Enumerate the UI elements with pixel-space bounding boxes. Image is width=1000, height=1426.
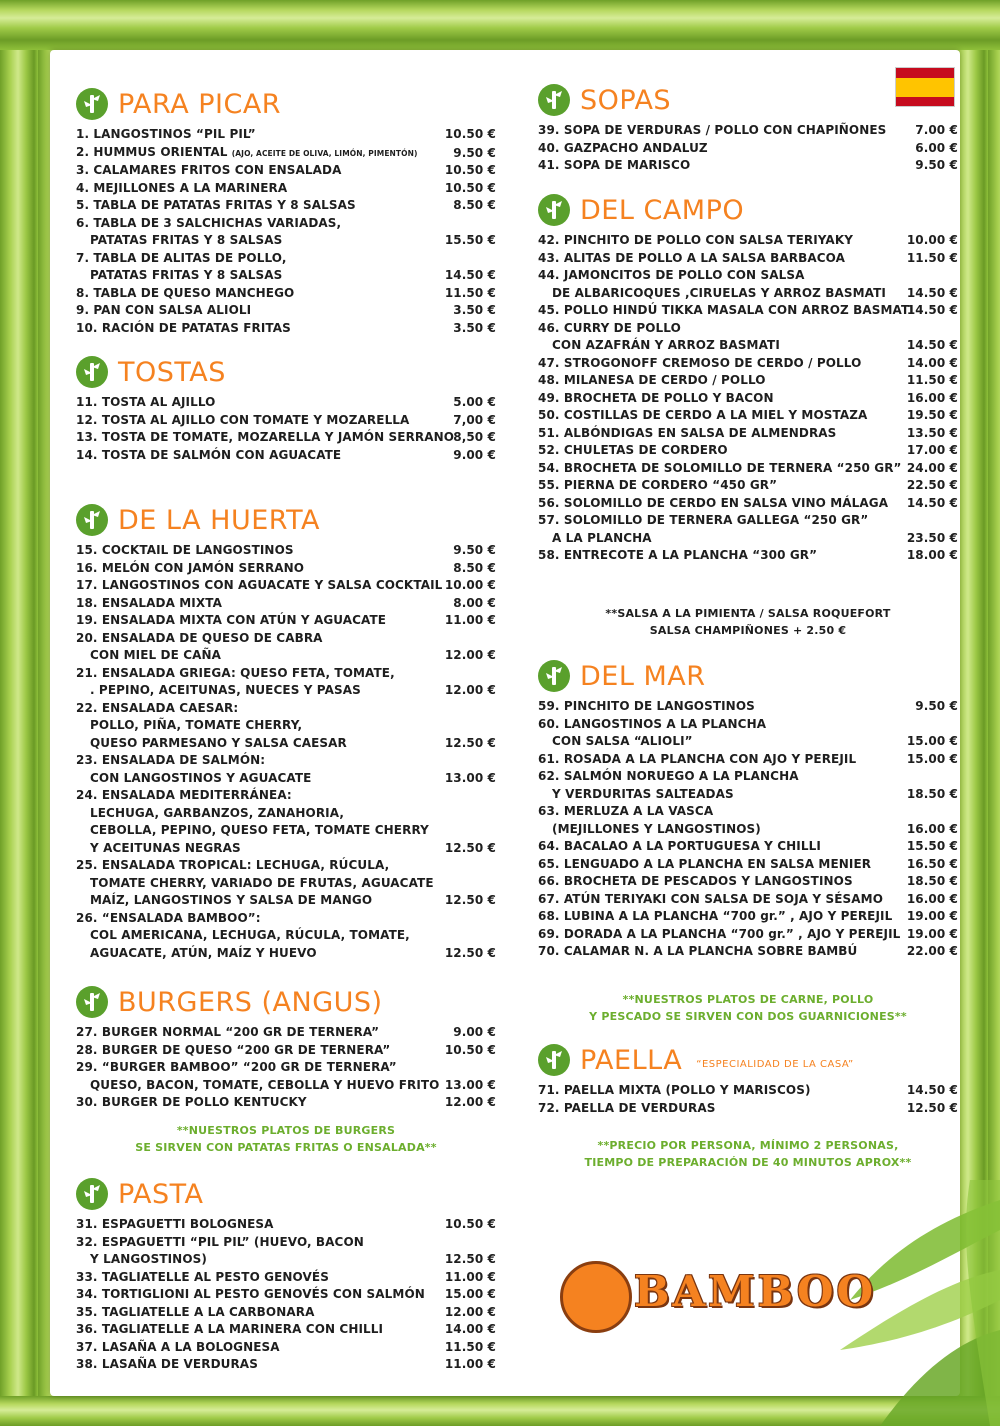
section-header xyxy=(76,982,496,1022)
menu-item-price: 19.00 € xyxy=(906,909,958,923)
menu-item-price: 23.50 € xyxy=(906,530,958,545)
menu-item-text: 17. LANGOSTINOS CON AGUACATE Y SALSA COCKTAIL xyxy=(76,578,443,592)
menu-item-price: 18.50 € xyxy=(906,786,958,801)
menu-item-text: 27. BURGER NORMAL “200 GR DE TERNERA” xyxy=(76,1025,380,1039)
menu-item-text: QUESO PARMESANO Y SALSA CAESAR xyxy=(90,735,347,750)
menu-item-price: 12.00 € xyxy=(444,1304,496,1319)
menu-item-list xyxy=(538,232,958,565)
menu-item-text: 44. JAMONCITOS DE POLLO CON SALSA xyxy=(538,268,805,282)
menu-item xyxy=(76,752,496,787)
menu-item-price: 16.50 € xyxy=(906,856,958,871)
menu-item-text: 6. TABLA DE 3 SALCHICHAS VARIADAS, xyxy=(76,215,342,230)
menu-item-text: 40. GAZPACHO ANDALUZ xyxy=(538,140,708,155)
menu-item-text: 64. BACALAO A LA PORTUGUESA Y CHILLI xyxy=(538,839,821,853)
section-note xyxy=(538,991,958,1025)
menu-item-text: CON SALSA “ALIOLI” xyxy=(552,734,693,748)
menu-item-price: 8.50 € xyxy=(453,198,496,212)
menu-item-price: 10.50 € xyxy=(444,163,496,177)
menu-item-price: 11.50 € xyxy=(444,1339,496,1354)
menu-item-text: A LA PLANCHA xyxy=(552,530,652,545)
menu-item-price: 7,00 € xyxy=(453,412,496,427)
menu-item xyxy=(76,1269,496,1287)
menu-item-text: 63. MERLUZA A LA VASCA xyxy=(538,804,714,818)
menu-item-text: 56. SOLOMILLO DE CERDO EN SALSA VINO MÁLAGA xyxy=(538,495,889,510)
menu-item xyxy=(76,197,496,215)
bamboo-section-icon xyxy=(538,84,570,116)
section-pasta xyxy=(76,1174,496,1374)
menu-item-text: 30. BURGER DE POLLO KENTUCKY xyxy=(76,1095,307,1109)
section-de-la-huerta xyxy=(76,500,496,962)
menu-item xyxy=(76,180,496,198)
menu-item-price: 16.00 € xyxy=(906,821,958,836)
menu-item-text: 15. COCKTAIL DE LANGOSTINOS xyxy=(76,543,294,557)
menu-item xyxy=(538,1082,958,1100)
section-del-campo xyxy=(538,190,958,639)
menu-item xyxy=(76,1356,496,1374)
menu-item-price: 11.00 € xyxy=(444,613,496,627)
menu-item-text: 34. TORTIGLIONI AL PESTO GENOVÉS CON SALMÓN xyxy=(76,1287,425,1301)
section-header xyxy=(76,1174,496,1214)
menu-item xyxy=(538,390,958,408)
menu-item-text: 50. COSTILLAS DE CERDO A LA MIEL Y MOSTAZA xyxy=(538,408,868,422)
menu-item xyxy=(538,122,958,140)
section-title: DEL MAR xyxy=(580,660,706,692)
menu-item-text: 62. SALMÓN NORUEGO A LA PLANCHA xyxy=(538,769,799,783)
section-header xyxy=(76,84,496,124)
section-note-line: **SALSA A LA PIMIENTA / SALSA ROQUEFORT xyxy=(605,606,891,620)
menu-item xyxy=(76,215,496,250)
menu-item xyxy=(76,1216,496,1234)
menu-item-price: 9.00 € xyxy=(453,1025,496,1039)
menu-item-text: 68. LUBINA A LA PLANCHA “700 gr.” , AJO Y PEREJIL xyxy=(538,909,893,923)
menu-item-text: 49. BROCHETA DE POLLO Y BACON xyxy=(538,390,774,405)
menu-item xyxy=(538,372,958,390)
menu-item xyxy=(538,460,958,478)
menu-item-text: 32. ESPAGUETTI “PIL PIL” (HUEVO, BACON xyxy=(76,1234,364,1249)
menu-item-text: COL AMERICANA, LECHUGA, RÚCULA, TOMATE, xyxy=(90,928,410,942)
menu-item xyxy=(76,302,496,320)
menu-item-text: 54. BROCHETA DE SOLOMILLO DE TERNERA “250 GR” xyxy=(538,460,902,475)
menu-item xyxy=(538,908,958,926)
menu-item xyxy=(538,302,958,320)
menu-item xyxy=(538,547,958,565)
menu-item-price: 24.00 € xyxy=(906,460,958,475)
section-tostas xyxy=(76,352,496,464)
menu-item-text: 8. TABLA DE QUESO MANCHEGO xyxy=(76,285,295,300)
menu-item-price: 17.00 € xyxy=(906,443,958,457)
menu-item-price: 13.50 € xyxy=(906,425,958,440)
menu-item-price: 22.00 € xyxy=(906,944,958,958)
menu-item-text: 13. TOSTA DE TOMATE, MOZARELLA Y JAMÓN SERRANO xyxy=(76,430,455,444)
menu-item xyxy=(538,751,958,769)
menu-item-text: AGUACATE, ATÚN, MAÍZ Y HUEVO xyxy=(90,945,317,960)
menu-item-text: 24. ENSALADA MEDITERRÁNEA: xyxy=(76,788,292,802)
menu-item-price: 10.50 € xyxy=(444,180,496,195)
menu-item xyxy=(538,407,958,425)
menu-item-text: 59. PINCHITO DE LANGOSTINOS xyxy=(538,699,755,713)
menu-item-price: 19.50 € xyxy=(906,408,958,422)
menu-item-text: 43. ALITAS DE POLLO A LA SALSA BARBACOA xyxy=(538,250,846,265)
section-note xyxy=(538,605,958,639)
section-title: PARA PICAR xyxy=(118,88,282,120)
section-subtitle: “ESPECIALIDAD DE LA CASA” xyxy=(696,1058,854,1070)
menu-item-list xyxy=(538,1082,958,1117)
menu-item-price: 16.00 € xyxy=(906,390,958,405)
menu-item-text: 1. LANGOSTINOS “PIL PIL” xyxy=(76,127,256,141)
menu-item-price: 14.50 € xyxy=(906,495,958,510)
menu-item xyxy=(76,630,496,665)
menu-item-price: 14.00 € xyxy=(906,355,958,370)
menu-item-text: 61. ROSADA A LA PLANCHA CON AJO Y PEREJIL xyxy=(538,751,857,766)
menu-item-price: 16.00 € xyxy=(906,891,958,906)
menu-item-price: 14.50 € xyxy=(906,285,958,300)
menu-item xyxy=(538,838,958,856)
menu-item-text: 37. LASAÑA A LA BOLOGNESA xyxy=(76,1339,280,1354)
menu-item-text: 12. TOSTA AL AJILLO CON TOMATE Y MOZARELLA xyxy=(76,412,410,427)
section-title: BURGERS (ANGUS) xyxy=(118,986,383,1018)
menu-item xyxy=(538,716,958,751)
logo-emblem-icon xyxy=(560,1261,632,1333)
menu-item-text: 25. ENSALADA TROPICAL: LECHUGA, RÚCULA, xyxy=(76,858,390,872)
section-burgers xyxy=(76,982,496,1156)
section-note xyxy=(76,1122,496,1156)
menu-item-text: 48. MILANESA DE CERDO / POLLO xyxy=(538,373,766,387)
menu-item-text: 3. CALAMARES FRITOS CON ENSALADA xyxy=(76,163,342,177)
menu-item-price: 12.50 € xyxy=(444,735,496,750)
section-title: PASTA xyxy=(118,1178,204,1210)
menu-item-text: 51. ALBÓNDIGAS EN SALSA DE ALMENDRAS xyxy=(538,425,837,440)
menu-item-text: 46. CURRY DE POLLO xyxy=(538,320,681,335)
menu-item-text: 66. BROCHETA DE PESCADOS Y LANGOSTINOS xyxy=(538,874,853,888)
section-note-line: **NUESTROS PLATOS DE BURGERS xyxy=(176,1123,396,1137)
menu-item-text: 52. CHULETAS DE CORDERO xyxy=(538,443,728,457)
menu-item-text: 18. ENSALADA MIXTA xyxy=(76,595,222,610)
section-title: SOPAS xyxy=(580,84,672,116)
menu-item-text: CON AZAFRÁN Y ARROZ BASMATI xyxy=(552,338,780,352)
bamboo-section-icon xyxy=(76,356,108,388)
menu-item-price: 10.50 € xyxy=(444,127,496,141)
menu-item-note: (AJO, ACEITE DE OLIVA, LIMÓN, PIMENTÓN) xyxy=(231,148,418,158)
menu-item-text: 38. LASAÑA DE VERDURAS xyxy=(76,1357,258,1371)
menu-item-text: 65. LENGUADO A LA PLANCHA EN SALSA MENIER xyxy=(538,856,872,871)
menu-item xyxy=(76,665,496,700)
menu-item xyxy=(76,1339,496,1357)
menu-item-text: Y LANGOSTINOS) xyxy=(90,1252,207,1266)
menu-item-list xyxy=(76,1024,496,1112)
menu-item-list xyxy=(538,698,958,961)
menu-item xyxy=(76,1059,496,1094)
menu-item xyxy=(538,140,958,158)
bamboo-frame-top xyxy=(0,0,1000,50)
menu-item-price: 11.00 € xyxy=(444,1269,496,1284)
bamboo-section-icon xyxy=(538,194,570,226)
section-note-line: SALSA CHAMPIÑONES + 2.50 € xyxy=(649,623,847,637)
menu-item xyxy=(76,542,496,560)
menu-item xyxy=(76,144,496,163)
menu-item-text: 4. MEJILLONES A LA MARINERA xyxy=(76,180,288,195)
section-title: PAELLA xyxy=(580,1044,683,1076)
menu-item-text: 9. PAN CON SALSA ALIOLI xyxy=(76,303,252,317)
menu-item-line xyxy=(76,144,496,163)
section-header xyxy=(538,1040,958,1080)
menu-item-price: 3.50 € xyxy=(453,320,496,335)
menu-item-text: 58. ENTRECOTE A LA PLANCHA “300 GR” xyxy=(538,548,818,562)
section-note-line: **NUESTROS PLATOS DE CARNE, POLLO xyxy=(622,992,874,1006)
menu-item-text: 55. PIERNA DE CORDERO “450 GR” xyxy=(538,478,778,492)
menu-item-price: 11.50 € xyxy=(906,250,958,265)
section-header xyxy=(538,656,958,696)
menu-item-price: 15.00 € xyxy=(906,751,958,766)
menu-item-list xyxy=(76,1216,496,1374)
menu-item xyxy=(538,425,958,443)
section-header xyxy=(76,352,496,392)
menu-item-text: . PEPINO, ACEITUNAS, NUECES Y PASAS xyxy=(90,683,361,697)
section-title: DEL CAMPO xyxy=(580,194,745,226)
menu-item-text: 26. “ENSALADA BAMBOO”: xyxy=(76,910,261,925)
menu-item-price: 3.50 € xyxy=(453,303,496,317)
section-note-line: Y PESCADO SE SIRVEN CON DOS GUARNICIONES** xyxy=(589,1009,907,1023)
menu-item xyxy=(538,768,958,803)
menu-item-price: 10.50 € xyxy=(444,1217,496,1231)
menu-item-price: 9.50 € xyxy=(453,145,496,160)
menu-item-price: 8.50 € xyxy=(453,560,496,575)
menu-item-text: 39. SOPA DE VERDURAS / POLLO CON CHAPIÑONES xyxy=(538,123,887,137)
menu-item-text: (MEJILLONES Y LANGOSTINOS) xyxy=(552,821,761,836)
section-header xyxy=(538,190,958,230)
menu-item-price: 19.00 € xyxy=(906,926,958,941)
menu-item-list xyxy=(538,122,958,175)
bamboo-section-icon xyxy=(76,504,108,536)
menu-item-price: 11.50 € xyxy=(906,373,958,387)
menu-item-text: 33. TAGLIATELLE AL PESTO GENOVÉS xyxy=(76,1269,329,1284)
menu-item xyxy=(538,250,958,268)
menu-item xyxy=(538,355,958,373)
menu-item xyxy=(76,577,496,595)
menu-item-text: DE ALBARICOQUES ,CIRUELAS Y ARROZ BASMATI xyxy=(552,285,886,300)
menu-item-text: 16. MELÓN CON JAMÓN SERRANO xyxy=(76,560,305,575)
menu-item xyxy=(76,857,496,910)
section-paella xyxy=(538,1040,958,1171)
menu-item-price: 22.50 € xyxy=(906,478,958,492)
bamboo-section-icon xyxy=(76,1178,108,1210)
menu-item xyxy=(76,394,496,412)
menu-item-price: 12.00 € xyxy=(444,648,496,662)
menu-item-text: 28. BURGER DE QUESO “200 GR DE TERNERA” xyxy=(76,1042,391,1057)
menu-item-price: 12.50 € xyxy=(444,893,496,907)
menu-item xyxy=(76,595,496,613)
menu-item-text: 31. ESPAGUETTI BOLOGNESA xyxy=(76,1217,274,1231)
menu-item xyxy=(76,612,496,630)
menu-item-text: 45. POLLO HINDÚ TIKKA MASALA CON ARROZ BASMATI xyxy=(538,303,914,317)
menu-item-price: 6.00 € xyxy=(915,140,958,155)
menu-item-text: 47. STROGONOFF CREMOSO DE CERDO / POLLO xyxy=(538,355,862,370)
menu-item-text: 14. TOSTA DE SALMÓN CON AGUACATE xyxy=(76,447,342,462)
menu-item xyxy=(538,943,958,961)
menu-item xyxy=(538,267,958,302)
menu-item-list xyxy=(76,394,496,464)
menu-item xyxy=(538,856,958,874)
menu-item-text: 10. RACIÓN DE PATATAS FRITAS xyxy=(76,320,291,335)
bamboo-section-icon xyxy=(76,88,108,120)
menu-item xyxy=(76,1042,496,1060)
menu-item-text: 70. CALAMAR N. A LA PLANCHA SOBRE BAMBÚ xyxy=(538,944,858,958)
menu-item-text: CEBOLLA, PEPINO, QUESO FETA, TOMATE CHERRY xyxy=(90,823,429,837)
menu-item-price: 9.50 € xyxy=(915,158,958,172)
menu-item-price: 15.50 € xyxy=(444,233,496,247)
menu-item xyxy=(538,320,958,355)
menu-item-text: Y ACEITUNAS NEGRAS xyxy=(90,840,241,855)
menu-item xyxy=(538,495,958,513)
menu-item-text: 2. HUMMUS ORIENTAL xyxy=(76,144,228,159)
menu-item-text: 69. DORADA A LA PLANCHA “700 gr.” , AJO Y PEREJIL xyxy=(538,926,901,941)
menu-item xyxy=(76,1286,496,1304)
menu-item-price: 12.50 € xyxy=(906,1100,958,1115)
menu-item xyxy=(538,891,958,909)
menu-item-price: 14.50 € xyxy=(906,1083,958,1097)
menu-item-price: 11.50 € xyxy=(444,285,496,300)
menu-item xyxy=(76,162,496,180)
menu-item xyxy=(538,477,958,495)
menu-item xyxy=(76,1304,496,1322)
menu-item-price: 14.50 € xyxy=(444,268,496,282)
menu-item-price: 15.00 € xyxy=(906,734,958,748)
menu-item-price: 14.00 € xyxy=(444,1322,496,1336)
menu-item-text: 71. PAELLA MIXTA (POLLO Y MARISCOS) xyxy=(538,1083,811,1097)
section-header xyxy=(538,80,958,120)
section-note-line: SE SIRVEN CON PATATAS FRITAS O ENSALADA** xyxy=(135,1140,437,1154)
menu-item-price: 18.00 € xyxy=(906,548,958,562)
menu-item-text: 72. PAELLA DE VERDURAS xyxy=(538,1100,716,1115)
menu-item-text: 36. TAGLIATELLE A LA MARINERA CON CHILLI xyxy=(76,1322,384,1336)
section-del-mar xyxy=(538,656,958,1025)
menu-item-text: 42. PINCHITO DE POLLO CON SALSA TERIYAKY xyxy=(538,233,854,247)
menu-item-text: 57. SOLOMILLO DE TERNERA GALLEGA “250 GR” xyxy=(538,513,869,527)
menu-item-price: 12.50 € xyxy=(444,945,496,960)
menu-item-text: PATATAS FRITAS Y 8 SALSAS xyxy=(90,268,283,282)
menu-item-text: 35. TAGLIATELLE A LA CARBONARA xyxy=(76,1304,315,1319)
menu-item xyxy=(76,1321,496,1339)
section-title: DE LA HUERTA xyxy=(118,504,320,536)
menu-item-text: 5. TABLA DE PATATAS FRITAS Y 8 SALSAS xyxy=(76,198,356,212)
section-para-picar xyxy=(76,84,496,337)
menu-item-price: 14.50 € xyxy=(906,338,958,352)
menu-item xyxy=(76,126,496,144)
menu-item xyxy=(538,873,958,891)
menu-item xyxy=(76,285,496,303)
menu-item-price: 15.50 € xyxy=(906,839,958,853)
section-title: TOSTAS xyxy=(118,356,226,388)
menu-item-price: 5.00 € xyxy=(453,395,496,409)
menu-item-text: 29. “BURGER BAMBOO” “200 GR DE TERNERA” xyxy=(76,1060,397,1074)
menu-item-price: 13.00 € xyxy=(444,770,496,785)
menu-item-list xyxy=(76,542,496,962)
menu-item xyxy=(76,560,496,578)
menu-item-text: 20. ENSALADA DE QUESO DE CABRA xyxy=(76,630,323,645)
menu-item-text: 22. ENSALADA CAESAR: xyxy=(76,700,239,715)
menu-item-price: 14.50 € xyxy=(906,303,958,317)
menu-item xyxy=(76,320,496,338)
menu-item-price: 9.50 € xyxy=(915,699,958,713)
section-note-line: **PRECIO POR PERSONA, MÍNIMO 2 PERSONAS, xyxy=(597,1139,899,1152)
menu-item-price: 12.50 € xyxy=(444,1252,496,1266)
menu-item xyxy=(538,157,958,175)
menu-item xyxy=(76,787,496,857)
menu-item xyxy=(538,232,958,250)
menu-item-price: 10.00 € xyxy=(444,578,496,592)
menu-item-text: QUESO, BACON, TOMATE, CEBOLLA Y HUEVO FRITO xyxy=(90,1077,440,1092)
menu-item-text: 41. SOPA DE MARISCO xyxy=(538,158,691,172)
menu-item xyxy=(76,1234,496,1269)
menu-item-text: 60. LANGOSTINOS A LA PLANCHA xyxy=(538,716,767,731)
menu-item xyxy=(76,429,496,447)
menu-item-price: 7.00 € xyxy=(915,123,958,137)
section-note xyxy=(538,1137,958,1171)
bamboo-section-icon xyxy=(538,660,570,692)
menu-item-price: 10.00 € xyxy=(906,233,958,247)
menu-item-price: 8.00 € xyxy=(453,595,496,610)
section-header xyxy=(76,500,496,540)
menu-item-text: 11. TOSTA AL AJILLO xyxy=(76,395,216,409)
menu-item-text: 7. TABLA DE ALITAS DE POLLO, xyxy=(76,250,287,265)
menu-item-text: 19. ENSALADA MIXTA CON ATÚN Y AGUACATE xyxy=(76,613,387,627)
menu-item-text: LECHUGA, GARBANZOS, ZANAHORIA, xyxy=(90,805,345,820)
menu-item-text: Y VERDURITAS SALTEADAS xyxy=(552,786,734,801)
menu-item xyxy=(538,698,958,716)
menu-item xyxy=(76,1024,496,1042)
menu-item-text: MAÍZ, LANGOSTINOS Y SALSA DE MANGO xyxy=(90,893,373,907)
menu-item-price: 9.00 € xyxy=(453,447,496,462)
menu-item-text: TOMATE CHERRY, VARIADO DE FRUTAS, AGUACATE xyxy=(90,875,434,890)
section-sopas xyxy=(538,80,958,175)
menu-item-text: 67. ATÚN TERIYAKI CON SALSA DE SOJA Y SÉSAMO xyxy=(538,891,883,906)
menu-item xyxy=(76,910,496,963)
menu-item xyxy=(76,1094,496,1112)
menu-item-price: 11.00 € xyxy=(444,1357,496,1371)
menu-item xyxy=(538,512,958,547)
menu-item xyxy=(538,442,958,460)
menu-item-price: 12.50 € xyxy=(444,840,496,855)
menu-item-text: CON LANGOSTINOS Y AGUACATE xyxy=(90,770,312,785)
menu-item xyxy=(76,412,496,430)
menu-item xyxy=(538,803,958,838)
menu-item-price: 12.00 € xyxy=(444,683,496,697)
menu-item-text: POLLO, PIÑA, TOMATE CHERRY, xyxy=(90,718,303,732)
menu-item-text: CON MIEL DE CAÑA xyxy=(90,648,222,662)
bamboo-section-icon xyxy=(538,1044,570,1076)
menu-item xyxy=(76,447,496,465)
menu-item-price: 10.50 € xyxy=(444,1042,496,1057)
menu-item xyxy=(76,250,496,285)
menu-item xyxy=(538,926,958,944)
menu-item-price: 13.00 € xyxy=(444,1077,496,1092)
menu-item-price: 18.50 € xyxy=(906,874,958,888)
menu-item-price: 12.00 € xyxy=(444,1095,496,1109)
menu-item-text: 21. ENSALADA GRIEGA: QUESO FETA, TOMATE, xyxy=(76,665,395,680)
bamboo-logo xyxy=(560,1255,910,1335)
menu-item xyxy=(76,700,496,753)
menu-item-list xyxy=(76,126,496,337)
menu-item xyxy=(538,1100,958,1118)
menu-item-text: 23. ENSALADA DE SALMÓN: xyxy=(76,753,266,767)
menu-item-price: 15.00 € xyxy=(444,1287,496,1301)
menu-item-price: 9.50 € xyxy=(453,543,496,557)
menu-item-price: 8,50 € xyxy=(453,430,496,444)
menu-item-text: PATATAS FRITAS Y 8 SALSAS xyxy=(90,233,283,247)
bamboo-section-icon xyxy=(76,986,108,1018)
section-note-line: TIEMPO DE PREPARACIÓN DE 40 MINUTOS APROX** xyxy=(584,1156,912,1169)
logo-text: BAMBOO xyxy=(634,1267,877,1316)
